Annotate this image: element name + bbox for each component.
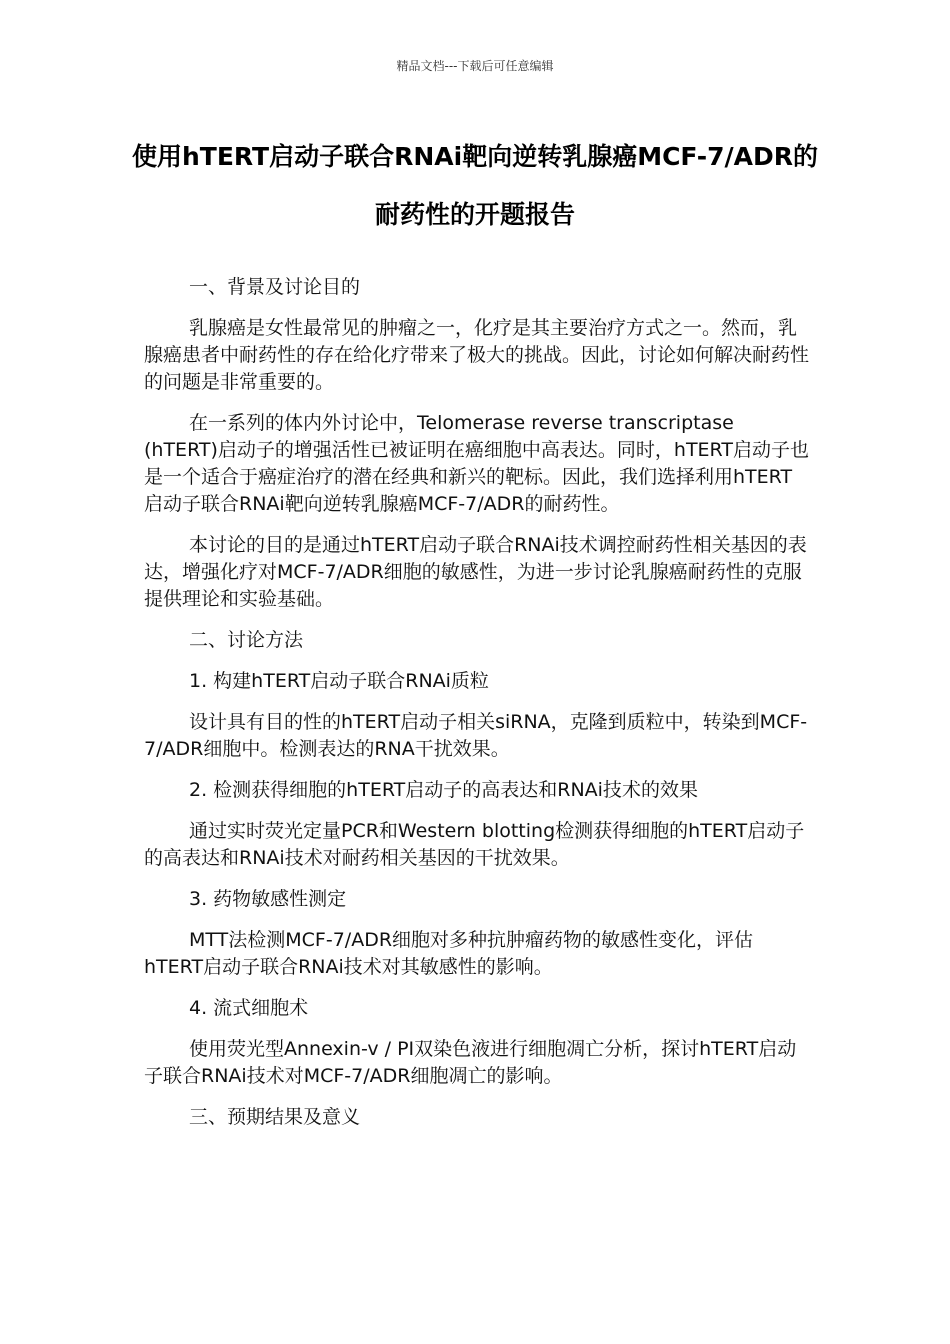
subheading: 2. 检测获得细胞的hTERT启动子的高表达和RNAi技术的效果 [189, 779, 698, 801]
subheading: 3. 药物敏感性测定 [189, 888, 347, 910]
paragraph: 使用荧光型Annexin-v / PI双染色液进行细胞凋亡分析，探讨hTERT启动子联合RNAi技术对MCF-7/ADR细胞凋亡的影响。 [144, 1038, 797, 1087]
paragraph: 设计具有目的性的hTERT启动子相关siRNA，克隆到质粒中，转染到MCF-7/ADR细胞中。检测表达的RNA干扰效果。 [144, 711, 808, 760]
subheading: 1. 构建hTERT启动子联合RNAi质粒 [189, 670, 489, 692]
section-heading-methods: 二、讨论方法 [189, 629, 304, 651]
section-heading-results: 三、预期结果及意义 [189, 1106, 361, 1128]
document-title: 使用hTERT启动子联合RNAi靶向逆转乳腺癌MCF-7/ADR的耐药性的开题报告 [132, 142, 818, 229]
paragraph: 通过实时荧光定量PCR和Western blotting检测获得细胞的hTERT启动子的高表达和RNAi技术对耐药相关基因的干扰效果。 [144, 820, 805, 869]
document-body [144, 274, 809, 1145]
page-header-note: 精品文档---下载后可任意编辑 [396, 59, 554, 73]
subheading: 4. 流式细胞术 [189, 997, 309, 1019]
paragraph: 在一系列的体内外讨论中，Telomerase reverse transcriptase (hTERT)启动子的增强活性已被证明在癌细胞中高表达。同时，hTERT启动子也是一个适合于癌症治疗的潜在经典和新兴的靶标。因此，我们选择利用hTERT启动子联合RNAi靶向逆转乳腺癌MCF-7/ADR的耐药性。 [144, 412, 809, 515]
paragraph: 本讨论的目的是通过hTERT启动子联合RNAi技术调控耐药性相关基因的表达，增强化疗对MCF-7/ADR细胞的敏感性，为进一步讨论乳腺癌耐药性的克服提供理论和实验基础。 [144, 534, 807, 610]
section-heading-background: 一、背景及讨论目的 [189, 276, 361, 298]
paragraph: MTT法检测MCF-7/ADR细胞对多种抗肿瘤药物的敏感性变化，评估hTERT启动子联合RNAi技术对其敏感性的影响。 [144, 929, 754, 978]
paragraph: 乳腺癌是女性最常见的肿瘤之一，化疗是其主要治疗方式之一。然而，乳腺癌患者中耐药性的存在给化疗带来了极大的挑战。因此，讨论如何解决耐药性的问题是非常重要的。 [144, 317, 810, 393]
